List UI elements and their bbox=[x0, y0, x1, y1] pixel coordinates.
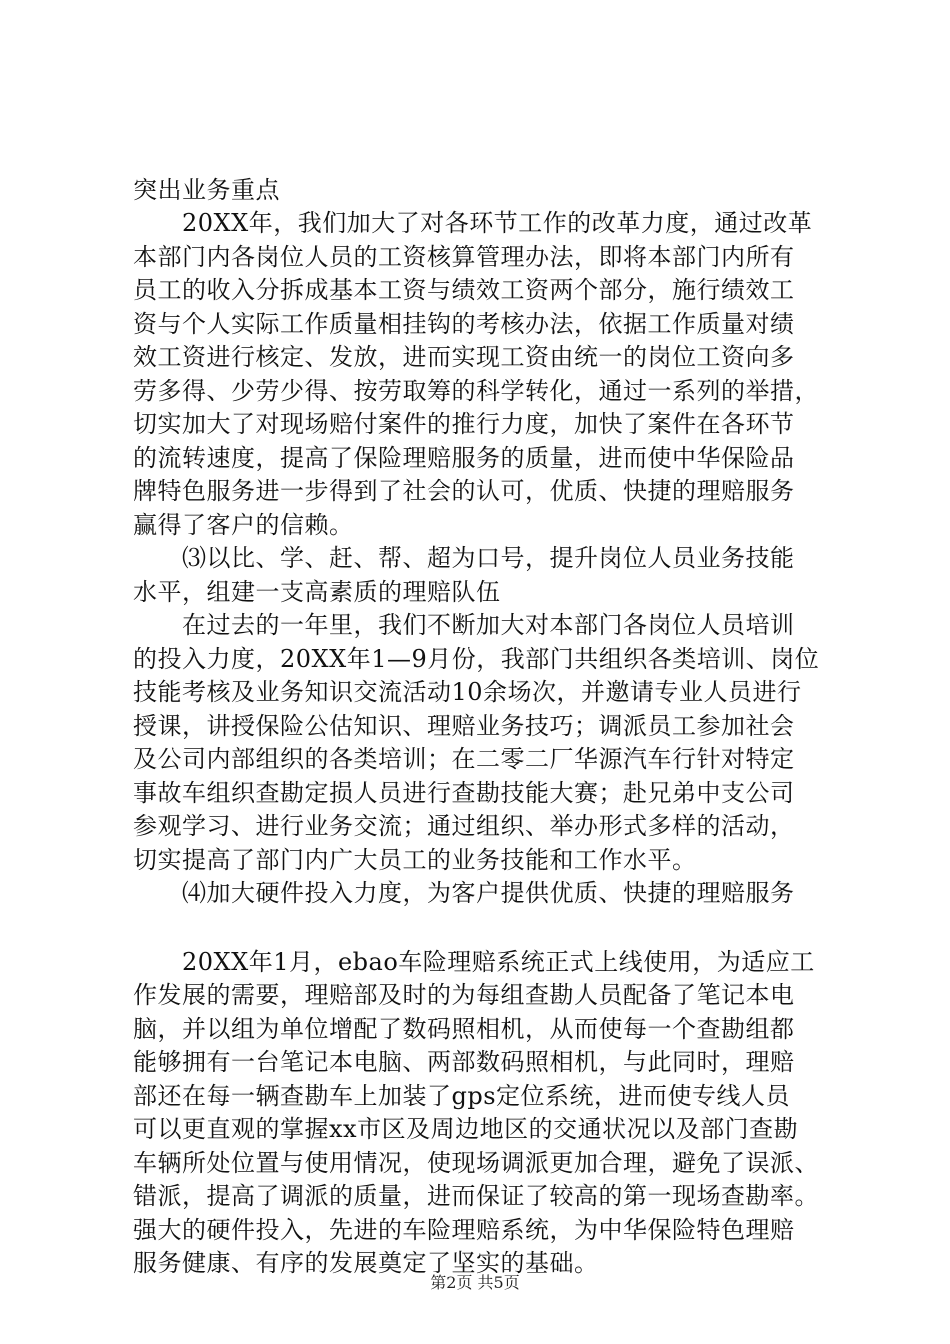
text-line: 车辆所处位置与使用情况，使现场调派更加合理，避免了误派、 bbox=[133, 1149, 819, 1177]
text-line: 参观学习、进行业务交流；通过组织、举办形式多样的活动， bbox=[133, 812, 795, 840]
text-line: 20XX年，我们加大了对各环节工作的改革力度，通过改革 bbox=[133, 209, 813, 237]
text-line: 能够拥有一台笔记本电脑、两部数码照相机，与此同时，理赔 bbox=[133, 1048, 795, 1076]
text-line: 20XX年1月，ebao车险理赔系统正式上线使用，为适应工 bbox=[133, 948, 815, 976]
text-line: 可以更直观的掌握xx市区及周边地区的交通状况以及部门查勘 bbox=[133, 1115, 799, 1143]
text-line: 水平，组建一支高素质的理赔队伍 bbox=[133, 578, 501, 606]
text-line: 及公司内部组织的各类培训；在二零二厂华源汽车行针对特定 bbox=[133, 745, 795, 773]
text-line: 突出业务重点 bbox=[133, 176, 280, 204]
text-line: 作发展的需要，理赔部及时的为每组查勘人员配备了笔记本电 bbox=[133, 981, 795, 1009]
text-line: 本部门内各岗位人员的工资核算管理办法，即将本部门内所有 bbox=[133, 243, 795, 271]
text-line: 部还在每一辆查勘车上加装了gps定位系统，进而使专线人员 bbox=[133, 1082, 791, 1110]
text-line: 事故车组织查勘定损人员进行查勘技能大赛；赴兄弟中支公司 bbox=[133, 779, 795, 807]
text-line: 牌特色服务进一步得到了社会的认可，优质、快捷的理赔服务 bbox=[133, 477, 795, 505]
text-line: 员工的收入分拆成基本工资与绩效工资两个部分，施行绩效工 bbox=[133, 276, 795, 304]
text-line: 服务健康、有序的发展奠定了坚实的基础。 bbox=[133, 1249, 599, 1277]
text-line: 的流转速度，提高了保险理赔服务的质量，进而使中华保险品 bbox=[133, 444, 795, 472]
text-line: 的投入力度，20XX年1—9月份，我部门共组织各类培训、岗位 bbox=[133, 645, 820, 673]
text-line: ⑶以比、学、赶、帮、超为口号，提升岗位人员业务技能 bbox=[133, 544, 795, 572]
text-line: 错派，提高了调派的质量，进而保证了较高的第一现场查勘率。 bbox=[133, 1182, 819, 1210]
text-line: 切实加大了对现场赔付案件的推行力度，加快了案件在各环节 bbox=[133, 410, 795, 438]
text-line: 资与个人实际工作质量相挂钩的考核办法，依据工作质量对绩 bbox=[133, 310, 795, 338]
text-line: 脑，并以组为单位增配了数码照相机，从而使每一个查勘组都 bbox=[133, 1015, 795, 1043]
text-line: 在过去的一年里，我们不断加大对本部门各岗位人员培训 bbox=[133, 611, 795, 639]
text-line: 劳多得、少劳少得、按劳取筹的科学转化，通过一系列的举措， bbox=[133, 377, 819, 405]
text-line: 授课，讲授保险公估知识、理赔业务技巧；调派员工参加社会 bbox=[133, 712, 795, 740]
text-line: 技能考核及业务知识交流活动10余场次，并邀请专业人员进行 bbox=[133, 678, 802, 706]
text-line: 强大的硬件投入，先进的车险理赔系统，为中华保险特色理赔 bbox=[133, 1216, 795, 1244]
text-line: 赢得了客户的信赖。 bbox=[133, 511, 354, 539]
text-line: ⑷加大硬件投入力度，为客户提供优质、快捷的理赔服务 bbox=[133, 879, 795, 907]
text-line: 效工资进行核定、发放，进而实现工资由统一的岗位工资向多 bbox=[133, 343, 795, 371]
page-footer: 第2页 共5页 bbox=[430, 1273, 520, 1292]
text-line: 切实提高了部门内广大员工的业务技能和工作水平。 bbox=[133, 846, 697, 874]
